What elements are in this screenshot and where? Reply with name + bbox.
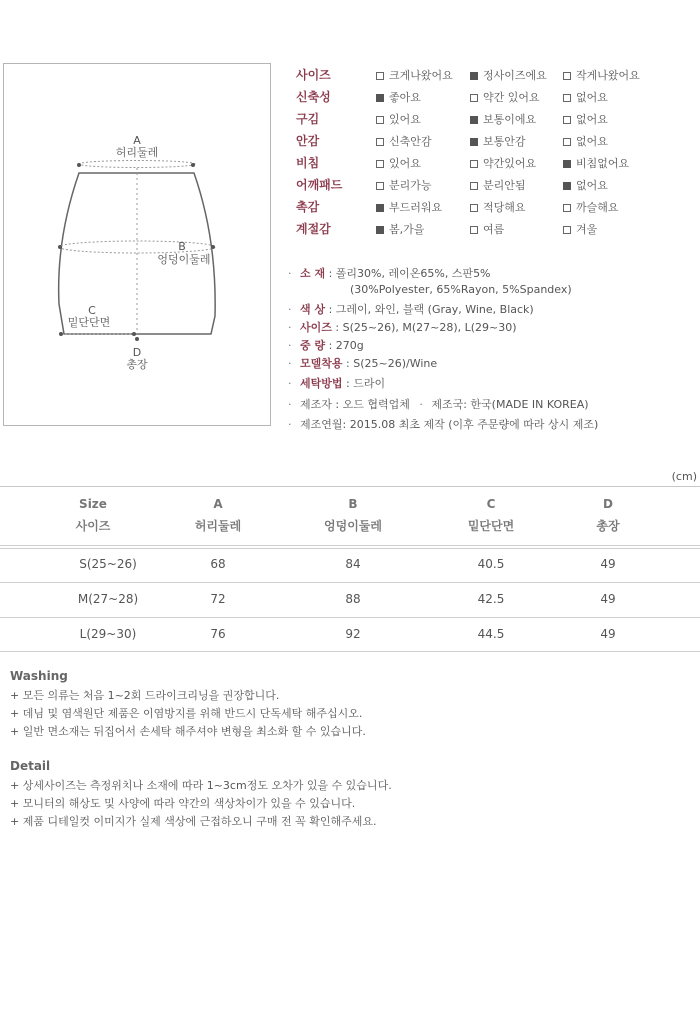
attr-option: 정사이즈에요 (470, 67, 547, 83)
attr-row-season (296, 218, 696, 240)
attr-row-shoulder-pad (296, 174, 696, 196)
table-cell: 44.5 (477, 627, 505, 641)
label-b-letter: B (178, 240, 186, 253)
attr-row-size (296, 64, 696, 86)
header-hem: 밑단단면 (467, 519, 515, 533)
waist-ellipse (79, 161, 195, 168)
unit-label: (cm) (671, 470, 697, 483)
header-a: A (213, 497, 223, 511)
checkbox-filled-icon (376, 204, 384, 212)
label-d-letter: D (132, 346, 142, 359)
attr-row-lining (296, 130, 696, 152)
checkbox-empty-icon (376, 138, 384, 146)
label-a-name: 허리둘레 (115, 146, 159, 159)
header-waist: 허리둘레 (194, 519, 242, 533)
table-cell: 49 (600, 592, 616, 606)
attr-option: 보통이에요 (470, 111, 536, 127)
checkbox-filled-icon (470, 138, 478, 146)
header-d: D (603, 497, 613, 511)
checkbox-empty-icon (470, 226, 478, 234)
table-cell: 72 (210, 592, 226, 606)
washing-item: + 모든 의류는 처음 1~2회 드라이크리닝을 권장합니다. (10, 689, 280, 702)
table-cell: 42.5 (477, 592, 505, 606)
header-c: C (486, 497, 496, 511)
checkbox-filled-icon (470, 72, 478, 80)
attr-row-texture (296, 196, 696, 218)
header-hip: 엉덩이둘레 (324, 519, 382, 533)
attr-option: 신축안감 (376, 133, 432, 149)
label-c-letter: C (88, 304, 96, 317)
attr-option: 약간 있어요 (470, 89, 540, 105)
checkbox-empty-icon (376, 160, 384, 168)
table-cell: 40.5 (477, 557, 505, 571)
checkbox-empty-icon (470, 182, 478, 190)
attr-option: 없어요 (563, 89, 608, 105)
table-cell: L(29~30) (79, 627, 137, 641)
spec-weight: · 중 량 : 270g (288, 339, 364, 352)
checkbox-empty-icon (563, 226, 571, 234)
header-size-ko: 사이즈 (75, 519, 111, 533)
attr-option: 있어요 (376, 111, 421, 127)
header-length: 총장 (596, 519, 620, 533)
table-cell: 84 (345, 557, 361, 571)
table-cell: 88 (345, 592, 361, 606)
attr-option: 여름 (470, 221, 504, 237)
header-divider (0, 545, 700, 546)
checkbox-empty-icon (470, 160, 478, 168)
label-d-name: 총장 (126, 358, 148, 371)
attr-option: 까슬해요 (563, 199, 619, 215)
attr-option: 크게나왔어요 (376, 67, 453, 83)
attr-option: 보통안감 (470, 133, 526, 149)
label-c-name: 밑단단면 (67, 316, 111, 329)
checkbox-empty-icon (470, 204, 478, 212)
attr-option: 분리가능 (376, 177, 432, 193)
attr-option: 부드러워요 (376, 199, 442, 215)
attr-option: 비침없어요 (563, 155, 629, 171)
table-cell: 76 (210, 627, 226, 641)
attr-option: 없어요 (563, 111, 608, 127)
washing-item: + 데님 및 염색원단 제품은 이염방지를 위해 반드시 단독세탁 해주십시오. (10, 707, 363, 720)
attr-option: 없어요 (563, 177, 608, 193)
checkbox-empty-icon (563, 72, 571, 80)
row-divider (0, 582, 700, 583)
table-cell: 49 (600, 627, 616, 641)
attr-label: 비침 (296, 156, 320, 170)
attr-option: 있어요 (376, 155, 421, 171)
attr-label: 촉감 (296, 200, 320, 214)
attr-option: 분리안됨 (470, 177, 526, 193)
washing-item: + 일반 면소재는 뒤집어서 손세탁 해주셔야 변형을 최소화 할 수 있습니다. (10, 725, 366, 738)
checkbox-empty-icon (563, 94, 571, 102)
attr-label: 신축성 (296, 90, 331, 104)
checkbox-empty-icon (563, 204, 571, 212)
skirt-diagram (3, 63, 271, 426)
header-divider-2 (0, 548, 700, 549)
spec-material: · 소 재 : 폴리30%, 레이온65%, 스판5% (288, 267, 491, 280)
table-cell: 49 (600, 557, 616, 571)
attr-option: 없어요 (563, 133, 608, 149)
attr-option: 약간있어요 (470, 155, 536, 171)
attr-row-wrinkle (296, 108, 696, 130)
detail-item: + 상세사이즈는 측정위치나 소재에 따라 1~3cm정도 오차가 있을 수 있습니다. (10, 779, 392, 792)
spec-maker: · 제조자 : 오드 협력업체 · 제조국: 한국(MADE IN KOREA) (288, 398, 589, 411)
table-cell: M(27~28) (77, 592, 139, 606)
attr-row-sheer (296, 152, 696, 174)
skirt-outline-svg (4, 64, 272, 427)
attr-option: 겨울 (563, 221, 597, 237)
attr-option: 봄,가을 (376, 221, 424, 237)
checkbox-filled-icon (376, 226, 384, 234)
spec-size: · 사이즈 : S(25~26), M(27~28), L(29~30) (288, 321, 517, 334)
attr-label: 사이즈 (296, 68, 331, 82)
detail-item: + 제품 디테일컷 이미지가 실제 색상에 근접하오니 구매 전 꼭 확인해주세요. (10, 815, 377, 828)
checkbox-empty-icon (376, 72, 384, 80)
checkbox-filled-icon (470, 116, 478, 124)
attr-label: 어깨패드 (296, 178, 343, 192)
attr-option: 적당해요 (470, 199, 526, 215)
attr-option: 작게나왔어요 (563, 67, 640, 83)
table-cell: 92 (345, 627, 361, 641)
label-b-name: 엉덩이둘레 (157, 253, 211, 266)
spec-model: · 모델착용 : S(25~26)/Wine (288, 357, 438, 370)
row-divider (0, 617, 700, 618)
spec-color: · 색 상 : 그레이, 와인, 블랙 (Gray, Wine, Black) (288, 303, 534, 316)
checkbox-empty-icon (376, 182, 384, 190)
checkbox-empty-icon (376, 116, 384, 124)
detail-title: Detail (10, 759, 51, 773)
attr-option: 좋아요 (376, 89, 421, 105)
label-a-letter: A (133, 134, 141, 147)
checkbox-empty-icon (470, 94, 478, 102)
header-b: B (348, 497, 358, 511)
attr-label: 계절감 (296, 222, 331, 236)
table-cell: 68 (210, 557, 226, 571)
spec-material-en: (30%Polyester, 65%Rayon, 5%Spandex) (350, 283, 572, 296)
spec-date: · 제조연월: 2015.08 최초 제작 (이후 주문량에 따라 상시 제조) (288, 418, 599, 431)
table-top-border (0, 486, 700, 487)
checkbox-filled-icon (563, 182, 571, 190)
spec-wash: · 세탁방법 : 드라이 (288, 377, 386, 390)
header-size-en: Size (79, 497, 107, 511)
detail-item: + 모니터의 해상도 및 사양에 따라 약간의 색상차이가 있을 수 있습니다. (10, 797, 356, 810)
checkbox-filled-icon (376, 94, 384, 102)
checkbox-filled-icon (563, 160, 571, 168)
attr-row-stretch (296, 86, 696, 108)
attr-label: 안감 (296, 134, 320, 148)
washing-title: Washing (10, 669, 68, 683)
checkbox-empty-icon (563, 138, 571, 146)
table-cell: S(25~26) (79, 557, 137, 571)
attr-label: 구김 (296, 112, 320, 126)
table-bottom-border (0, 651, 700, 652)
checkbox-empty-icon (563, 116, 571, 124)
